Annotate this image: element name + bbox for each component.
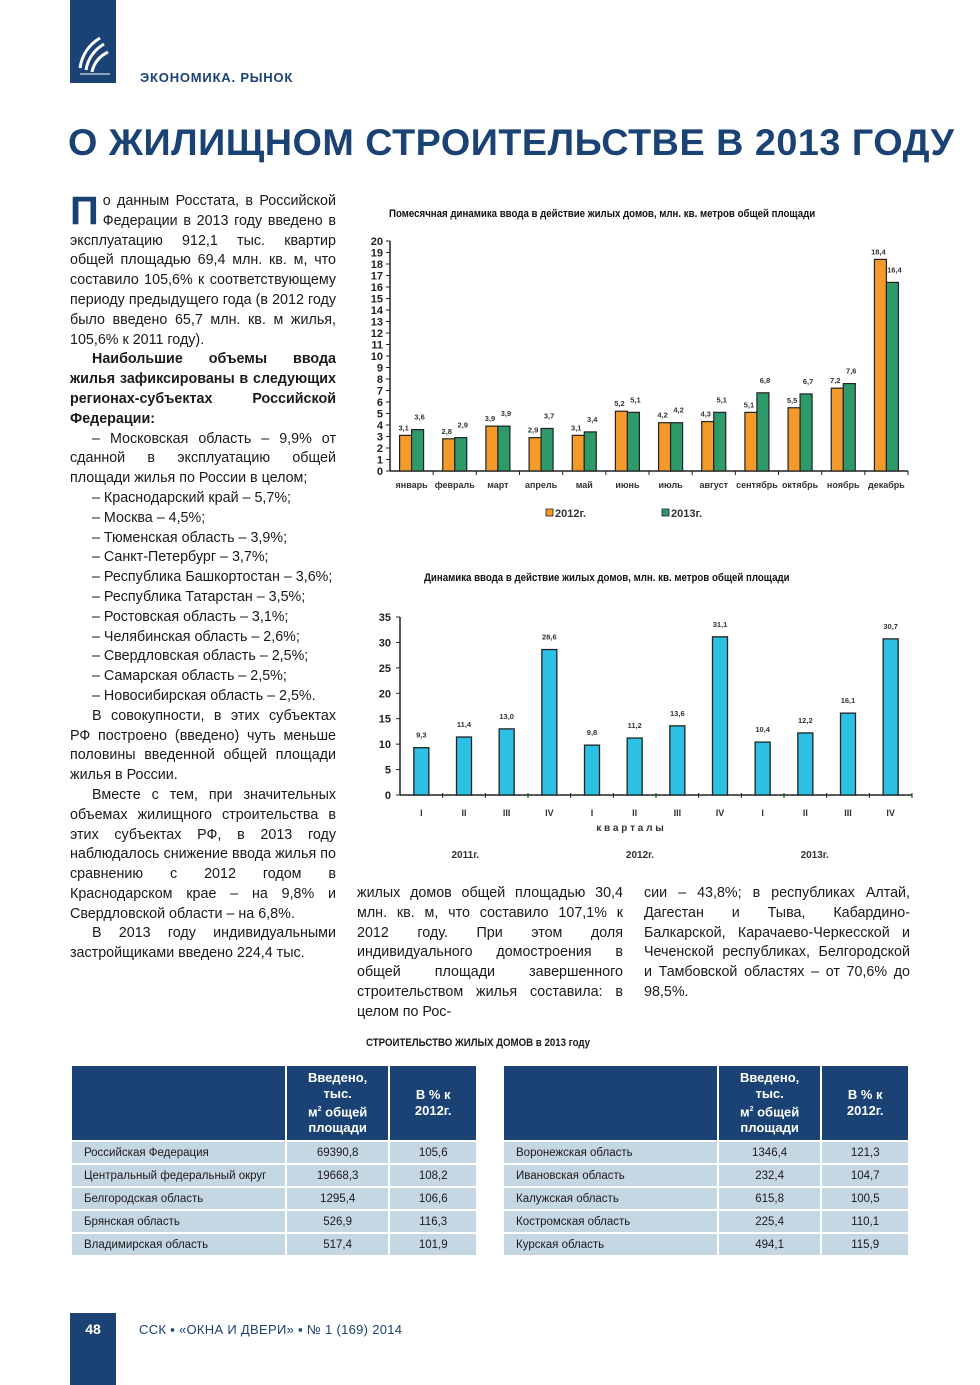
data-label: 11,4 (456, 720, 472, 730)
x-tick-label: июнь (615, 480, 640, 490)
data-label: 5,2 (614, 399, 625, 409)
header-area: Введено, тыс. $м^2$ общей площади (286, 1065, 390, 1141)
y-tick-label: 20 (370, 236, 383, 248)
paragraph-summary: В совокупности, в этих субъектах РФ построено (введено) чуть меньше половины введенной общей площади жилья в России. (70, 707, 336, 784)
y-tick-label: 25 (378, 662, 391, 675)
area-cell: 494,1 (718, 1233, 822, 1256)
data-label: 4,2 (673, 405, 684, 415)
data-label: 5,5 (786, 395, 798, 405)
y-tick-label: 9 (376, 362, 383, 375)
region-list-item: – Республика Башкортостан – 3,6%; (92, 569, 333, 586)
housing-table-right (502, 1064, 910, 1257)
bar-2013-сентябрь (757, 393, 769, 471)
data-label: 5,1 (630, 395, 641, 405)
percent-cell: 104,7 (821, 1164, 909, 1187)
quarterly-chart (360, 605, 920, 870)
paragraph-decline: Вместе с тем, при значительных объемах жилищного строительства в этих субъектах РФ, в 2013 году наблюдалось снижение ввода жилья по сравнению с 2012 годом в Краснодарском крае – на 9,8% и Свердловской области – на 6,8%. (70, 786, 336, 922)
bar-2012-январь (400, 435, 412, 471)
bar-2012-ноябрь (831, 388, 843, 471)
data-label: 28,6 (542, 632, 557, 642)
y-tick-label: 14 (370, 305, 383, 317)
data-label: 2,9 (527, 425, 539, 435)
bar-quarter-6 (627, 738, 642, 795)
percent-cell: 121,3 (821, 1141, 909, 1164)
x-tick-label: II (461, 808, 467, 818)
article-column-1 (70, 189, 336, 964)
table-row (71, 1187, 477, 1210)
header-area: Введено, тыс. $м^2$ общей площади (718, 1065, 822, 1141)
data-label: 6,7 (802, 376, 814, 386)
y-tick-label: 0 (384, 790, 391, 802)
bar-2013-октябрь (800, 394, 812, 471)
x-tick-label: IV (545, 808, 554, 818)
section-label: ЭКОНОМИКА. РЫНОК (140, 70, 294, 85)
bar-quarter-11 (841, 713, 856, 795)
housing-table-left (70, 1064, 478, 1257)
table-title: СТРОИТЕЛЬСТВО ЖИЛЫХ ДОМОВ в 2013 году (366, 1037, 591, 1049)
y-tick-label: 2 (376, 443, 383, 455)
x-tick-label: июль (658, 480, 683, 490)
percent-cell: 116,3 (389, 1210, 477, 1233)
bar-2012-декабрь (874, 259, 886, 471)
region-cell: Российская Федерация (71, 1141, 286, 1164)
logo-block (70, 0, 116, 83)
x-tick-label: II (802, 808, 808, 818)
data-label: 13,0 (499, 711, 514, 721)
data-label: 3,7 (543, 411, 555, 421)
bar-quarter-8 (713, 637, 728, 795)
y-tick-label: 19 (370, 247, 383, 260)
bar-2012-июнь (615, 411, 627, 471)
y-tick-label: 13 (370, 316, 383, 329)
year-group-label: 2012г. (625, 850, 655, 861)
bar-2013-май (584, 432, 596, 471)
legend-label: 2012г. (555, 508, 587, 520)
legend-swatch (546, 509, 553, 516)
data-label: 3,6 (414, 412, 425, 422)
region-cell: Костромская область (503, 1210, 718, 1233)
header-percent: В % к 2012г. (821, 1065, 909, 1141)
data-label: 16,4 (887, 265, 902, 275)
footer-publication: ССК ▪ «ОКНА И ДВЕРИ» ▪ № 1 (169) 2014 (139, 1322, 403, 1337)
region-cell: Брянская область (71, 1210, 286, 1233)
data-label: 13,6 (670, 708, 685, 718)
y-tick-label: 30 (378, 637, 391, 650)
data-label: 4,2 (657, 410, 668, 420)
data-label: 5,1 (743, 400, 755, 410)
bar-2012-март (486, 426, 498, 471)
area-cell: 19668,3 (286, 1164, 390, 1187)
percent-cell: 108,2 (389, 1164, 477, 1187)
x-tick-label: май (575, 480, 593, 490)
area-cell: 615,8 (718, 1187, 822, 1210)
bar-quarter-10 (798, 733, 813, 795)
area-cell: 1295,4 (286, 1187, 390, 1210)
region-list-item: – Самарская область – 2,5%; (92, 668, 287, 685)
bar-2013-январь (412, 430, 424, 471)
bar-2012-октябрь (788, 408, 800, 471)
data-label: 3,4 (587, 414, 598, 424)
data-label: 4,3 (700, 409, 711, 419)
data-label: 10,4 (755, 725, 770, 735)
x-tick-label: III (844, 808, 852, 818)
y-tick-label: 18 (370, 259, 383, 271)
region-cell: Ивановская область (503, 1164, 718, 1187)
quarterly-chart-title: Динамика ввода в действие жилых домов, млн. кв. метров общей площади (424, 572, 790, 584)
x-tick-label: март (487, 480, 509, 490)
table-row (71, 1141, 477, 1164)
table-row (71, 1164, 477, 1187)
area-cell: 232,4 (718, 1164, 822, 1187)
regions-heading: Наибольшие объемы ввода жилья зафиксированы в следующих регионах-субъектах Российской Федерации: (70, 351, 336, 427)
y-tick-label: 5 (384, 764, 391, 777)
y-tick-label: 15 (378, 713, 391, 726)
table-row (503, 1187, 909, 1210)
region-list-item: – Санкт-Петербург – 3,7%; (92, 549, 269, 566)
bar-2012-август (702, 422, 714, 471)
page-title: О ЖИЛИЩНОМ СТРОИТЕЛЬСТВЕ В 2013 ГОДУ (68, 122, 955, 163)
data-label: 3,1 (398, 423, 409, 433)
y-tick-label: 16 (370, 282, 383, 294)
bar-2012-июль (659, 423, 671, 471)
percent-cell: 105,6 (389, 1141, 477, 1164)
percent-cell: 101,9 (389, 1233, 477, 1256)
x-tick-label: III (673, 808, 682, 818)
x-tick-label: II (632, 808, 638, 818)
bar-2013-апрель (541, 428, 553, 471)
legend-swatch (662, 509, 669, 516)
magazine-logo-icon (76, 36, 110, 76)
data-label: 11,2 (627, 721, 642, 731)
legend-label: 2013г. (671, 508, 703, 520)
page-number: 48 (85, 1321, 101, 1337)
region-cell: Воронежская область (503, 1141, 718, 1164)
region-list-item: – Тюменская область – 3,9%; (92, 529, 288, 546)
y-tick-label: 1 (376, 454, 383, 467)
bar-quarter-3 (499, 729, 514, 795)
monthly-chart (360, 228, 920, 528)
y-tick-label: 15 (370, 293, 383, 306)
area-cell: 526,9 (286, 1210, 390, 1233)
bar-2013-июнь (627, 412, 639, 471)
region-cell: Белгородская область (71, 1187, 286, 1210)
y-tick-label: 8 (376, 374, 383, 386)
x-axis-label: к в а р т а л ы (596, 823, 664, 834)
x-tick-label: IV (886, 808, 895, 818)
bar-quarter-4 (542, 650, 557, 795)
article-column-2: жилых домов общей площадью 30,4 млн. кв. м, что составило 107,1% к 2012 году. При этом доля индивидуального домостроения в общей площади завершенного строительством жилья составила: в целом по Рос- (357, 885, 623, 1020)
data-label: 2,9 (457, 420, 468, 430)
percent-cell: 115,9 (821, 1233, 909, 1256)
data-label: 7,2 (830, 376, 841, 386)
bar-2012-сентябрь (745, 412, 757, 471)
table-row (71, 1210, 477, 1233)
intro-paragraph: о данным Росстата, в Российской Федерации в 2013 году введено в эксплуатацию 912,1 тыс. квартир общей площадью 69,4 млн. кв. м, что составило 105,6% к соответствующему периоду предыдущего года (в 2012 году было введено 65,7 млн. кв. м жилья, 105,6% к 2011 году). (70, 193, 336, 348)
data-label: 3,1 (571, 423, 582, 433)
drop-cap: П (70, 189, 99, 233)
bar-2013-ноябрь (843, 384, 855, 471)
table-row (503, 1233, 909, 1256)
x-tick-label: ноябрь (826, 480, 860, 490)
x-tick-label: февраль (434, 480, 475, 490)
regions-list (70, 430, 336, 707)
y-tick-label: 10 (378, 739, 391, 752)
x-tick-label: I (420, 808, 423, 818)
data-label: 6,8 (759, 375, 771, 385)
paragraph-individual: В 2013 году индивидуальными застройщиками введено 224,4 тыс. (70, 925, 336, 962)
bar-quarter-7 (670, 726, 685, 795)
data-label: 31,1 (712, 619, 728, 629)
area-cell: 69390,8 (286, 1141, 390, 1164)
region-list-item: – Свердловская область – 2,5%; (92, 648, 309, 665)
table-row (71, 1233, 477, 1256)
y-tick-label: 12 (370, 328, 383, 340)
region-list-item: – Московская область – 9,9% от сданной в эксплуатацию общей площади жилья по России в целом; (70, 430, 336, 487)
percent-cell: 100,5 (821, 1187, 909, 1210)
x-tick-label: сентябрь (736, 480, 778, 490)
data-label: 5,1 (716, 395, 727, 405)
header-region (71, 1065, 286, 1141)
y-tick-label: 3 (376, 431, 383, 444)
y-tick-label: 20 (378, 688, 391, 701)
bar-quarter-12 (883, 639, 898, 795)
x-tick-label: октябрь (781, 480, 819, 490)
x-tick-label: I (590, 808, 594, 818)
data-label: 3,9 (484, 414, 496, 424)
percent-cell: 106,6 (389, 1187, 477, 1210)
data-label: 30,7 (883, 621, 898, 631)
x-tick-label: IV (715, 808, 725, 818)
x-tick-label: I (761, 808, 764, 818)
data-label: 12,2 (798, 715, 813, 725)
data-label: 9,8 (586, 728, 598, 738)
bar-2012-май (572, 435, 584, 471)
y-tick-label: 5 (376, 408, 383, 421)
region-cell: Центральный федеральный округ (71, 1164, 286, 1187)
article-column-3: сии – 43,8%; в республиках Алтай, Дагестан и Тыва, Кабардино-Балкарской, Карачаево-Черкесской и Чеченской республиках, Белгородской и Тамбовской областях – от 70,6% до 98,5%. (644, 885, 910, 1000)
region-list-item: – Москва – 4,5%; (92, 509, 206, 526)
bar-2012-февраль (443, 439, 455, 471)
region-list-item: – Краснодарский край – 5,7%; (92, 489, 292, 506)
area-cell: 517,4 (286, 1233, 390, 1256)
header-percent: В % к 2012г. (389, 1065, 477, 1141)
x-tick-label: август (699, 480, 728, 490)
bar-2013-июль (671, 423, 683, 471)
area-cell: 225,4 (718, 1210, 822, 1233)
bar-2013-февраль (455, 438, 467, 471)
bar-2013-декабрь (886, 282, 898, 471)
table-header-row (503, 1065, 909, 1141)
data-label: 9,3 (416, 730, 427, 740)
bar-quarter-2 (457, 737, 472, 795)
table-row (503, 1210, 909, 1233)
y-tick-label: 35 (378, 612, 391, 624)
table-header-row (71, 1065, 477, 1141)
y-tick-label: 0 (376, 466, 383, 478)
region-list-item: – Новосибирская область – 2,5%. (92, 687, 316, 704)
x-tick-label: III (502, 808, 511, 818)
y-tick-label: 7 (376, 385, 383, 398)
data-label: 7,6 (846, 366, 857, 376)
y-tick-label: 11 (371, 339, 383, 352)
data-label: 18,4 (871, 247, 886, 257)
table-row (503, 1164, 909, 1187)
y-tick-label: 17 (370, 270, 383, 283)
data-label: 3,9 (500, 409, 512, 419)
table-row (503, 1141, 909, 1164)
x-tick-label: апрель (524, 480, 558, 490)
footer-page-block (70, 1313, 116, 1385)
year-group-label: 2013г. (800, 850, 829, 861)
monthly-chart-title: Помесячная динамика ввода в действие жилых домов, млн. кв. метров общей площади (389, 208, 816, 220)
year-group-label: 2011г. (451, 850, 480, 861)
header-region (503, 1065, 718, 1141)
bar-quarter-1 (414, 748, 429, 795)
bar-quarter-5 (585, 745, 600, 795)
bar-2013-август (714, 412, 726, 471)
bar-quarter-9 (755, 742, 770, 795)
region-list-item: – Республика Татарстан – 3,5%; (92, 588, 306, 605)
region-cell: Курская область (503, 1233, 718, 1256)
bar-2012-апрель (529, 438, 541, 471)
x-tick-label: декабрь (868, 480, 905, 490)
percent-cell: 110,1 (821, 1210, 909, 1233)
region-list-item: – Ростовская область – 3,1%; (92, 608, 289, 625)
region-list-item: – Челябинская область – 2,6%; (92, 628, 300, 645)
x-tick-label: январь (395, 480, 428, 490)
data-label: 16,1 (840, 696, 856, 706)
y-tick-label: 10 (370, 351, 383, 363)
region-cell: Калужская область (503, 1187, 718, 1210)
region-cell: Владимирская область (71, 1233, 286, 1256)
bar-2013-март (498, 426, 510, 471)
area-cell: 1346,4 (718, 1141, 822, 1164)
y-tick-label: 4 (376, 420, 383, 432)
y-tick-label: 6 (376, 397, 383, 409)
data-label: 2,8 (441, 426, 452, 436)
